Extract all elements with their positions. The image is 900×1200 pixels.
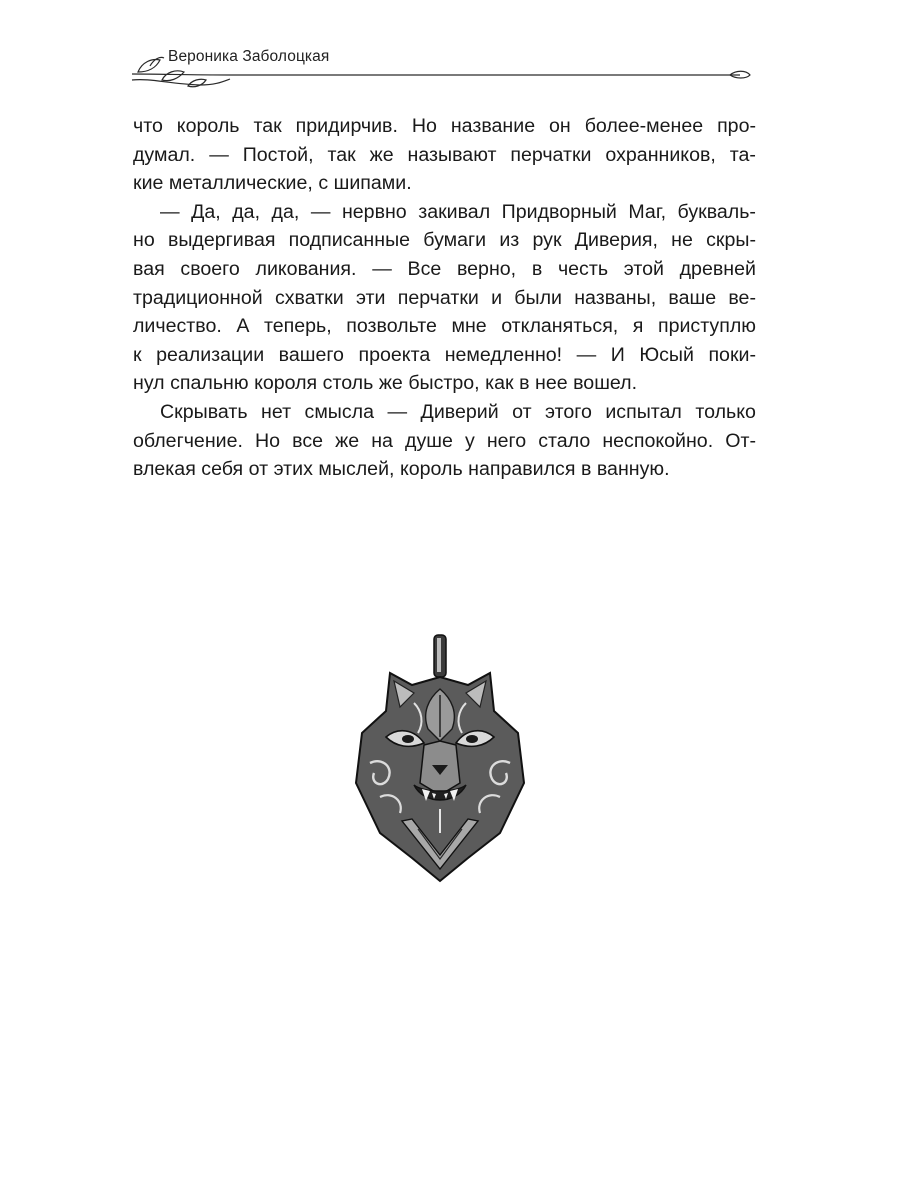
text-line: нул спальню короля столь же быстро, как в нее вошел. [133, 372, 638, 395]
text-line: вая своего ликования. — Все верно, в честь этой древней [133, 257, 756, 280]
text-line: но выдергивая подписанные бумаги из рук Диверия, не скры- [133, 229, 756, 252]
header-author: Вероника Заболоцкая [168, 48, 330, 65]
running-header [130, 44, 755, 94]
text-line: облегчение. Но все же на душе у него стало неспокойно. От- [133, 429, 756, 452]
wolf-head-pendant-icon [352, 633, 528, 883]
text-line: думал. — Постой, так же называют перчатки охранников, та- [133, 143, 756, 166]
body-text [133, 112, 756, 484]
text-line: к реализации вашего проекта немедленно! — И Юсый поки- [133, 343, 756, 366]
text-line: личество. А теперь, позвольте мне откланяться, я приступлю [133, 315, 756, 338]
text-line: традиционной схватки эти перчатки и были названы, ваше ве- [133, 286, 756, 309]
text-line: влекая себя от этих мыслей, король направился в ванную. [133, 458, 670, 481]
text-line: — Да, да, да, — нервно закивал Придворный Маг, букваль- [160, 200, 756, 223]
text-line: кие металлические, с шипами. [133, 172, 412, 195]
text-line: Скрывать нет смысла — Диверий от этого испытал только [160, 400, 756, 423]
text-line: что король так придирчив. Но название он более-менее про- [133, 115, 756, 137]
